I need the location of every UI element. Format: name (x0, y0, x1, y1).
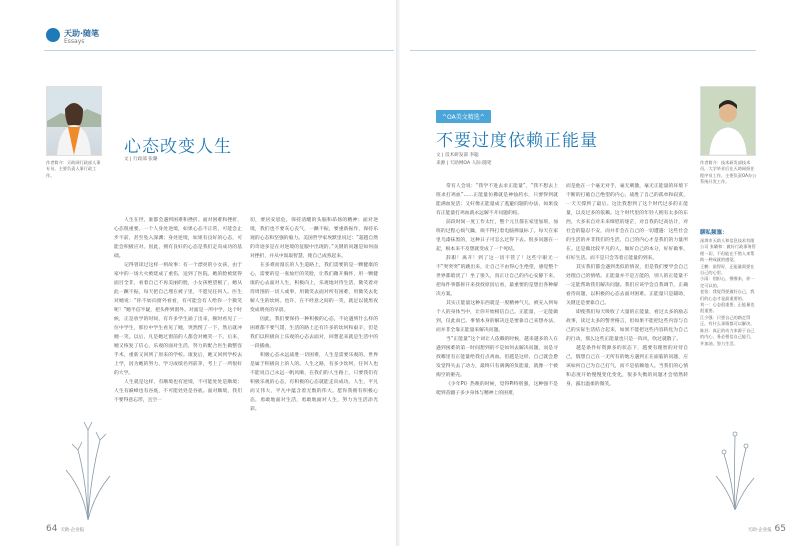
paragraph: 即使我们每天吸收了大量的正能量，看过太多的励志故事，读过太多的警世格言，但如果不能把这些内容与自己的实际生活结合起来，如果不能把这些内容转化为自己的行动，那么这些正能量也只是一阵风，吹过就散了。 (566, 310, 688, 342)
decorative-plant-icon (710, 420, 760, 510)
paragraph: 积极心态永远战胜一切困难，人生是需要乐观的。世界是属于积极向上的人的。人生之路，有多少坎坷，任何人也不能说自己永远一帆风顺，在我们的人生路上，只要我们有积极乐观的心态，有积极的心态就能走向成功。人生，平凡而又伟大，平凡中蕴含着无数的伟大。愿你我拥有积极心态，勇敢地面对生活，勇敢地面对人生，努力为生活添光彩。 (250, 353, 378, 412)
paragraph: 前段时间一度工作太忙，整个元旦都在家里加班，加班的过程心烦气躁，烦不得打着电脑摔鼠标了。每天在家里乌漆抹黑的，这种日子可怎么过得下去。很多问题在一起，根本来不及想就变成了一个死结。 (436, 220, 558, 252)
page-number: 64 (46, 524, 58, 534)
paragraph: 在多难而漫长的人生道路上，我们需要的是一颗健康的心，需要的是一张灿烂的笑脸，让我们敞开胸怀，用一颗健康的心去面对人生，积极向上，乐观地对待生活，微笑着对待周围的一切人或事，用微笑去面对所有困难，用微笑去化解人生的坎坷。也许，在不经意之间的一笑，就足以使黑夜变成明亮的早晨。 (250, 263, 378, 313)
comment: 深圳市天助人和信息技术有限公司 张璐和：做好行政事务管理一切，不但能在不惜人来帮助一种成就的感觉。 (700, 238, 756, 263)
header-divider (44, 50, 394, 51)
comment: 王鹏：说得好，正能量需要在自己的心里。 (700, 263, 755, 276)
left-article-title: 心态改变人生 (124, 137, 232, 157)
paragraph: 人生在世，谁都会遇到困难和挫折。面对困难和挫折，心态很重要。一个人身处逆境，如果心态不正常，可能会止步不前，甚至坠入深渊；身处逆境，如果有良好的心态，可能会积极应对。因此，拥有良好的心态是我们走向成功的基础。 (114, 218, 242, 259)
right-page (400, 0, 800, 546)
author-caption-right: 作者简介：技术研发部技术员，大学毕业后在天助网担任程序员工作，主要负责OA办公系统开发工作。 (700, 160, 757, 185)
right-article-col2 (566, 182, 688, 512)
comment: 刘一：心态很重要，正能量也很重要。 (700, 302, 755, 314)
sidebar-comments (700, 238, 758, 418)
magazine-name: 天助·企业报 (747, 528, 772, 533)
right-article-title: 不要过度依赖正能量 (436, 131, 598, 151)
author-photo-right (700, 86, 756, 156)
left-article-col1 (114, 216, 242, 506)
author-photo-left (46, 86, 102, 156)
section-title: 天助·随笔 (64, 29, 100, 38)
right-article-byline2: 来源 | 天助网OA 人际·随笔 (436, 161, 492, 166)
paragraph: 因此，我们要保持一种积极的心态，不论遇到什么样的困难都不要气馁，生活的路上还有许多的坎坷和艰辛，但是我们以积极向上乐观的心态去面对，回想起来就是生活中的一段插曲。 (250, 317, 378, 349)
paragraph: 常有人会说：“我学不进去求正能量”，“我不想去上班求打鸡血”……正能量仿佛就是神仙药水，只要得到就能满血复活；又好像正能量成了逃避问题的办法，如果没有正能量打鸡血就永远解不开问题的结。 (436, 184, 558, 216)
oa-tag: ^OA美文精选^ (436, 110, 491, 123)
paragraph: 其实我们都会遇到类似的情况，但是我们要学会自己处理自己的情绪。正能量并不是万能的，别人的正能量不一定能帮助我们解决问题。我们应该学会自我调节，正确看待问题，以积极的心态去面对困难。正能量只是辅助，关键还是要靠自己。 (566, 265, 688, 306)
person-portrait-icon (701, 87, 755, 155)
paragraph: 其实正能量这种东西就是一股精神气儿，被充入到每个人的身体当中，让你开始相信自己。正能量，一定能做到，仅此而已。事情本身的解决还是要靠自己来想办法，而并非全靠正能量来解决问题。 (436, 301, 558, 333)
left-article-col2 (250, 216, 378, 506)
paragraph: 而是他在一个毫无对手，毫无刺激，毫无正能量的环境下不断的打破自己绝望的内心，战胜了自己的孤单和寂寞，一天天撑到了最后。这比我想到了这个时代过多的正能量，以及过多的依赖。这个时代里的年轻人拥有太多的东西，大多来自对未来缔慰的迷茫，对自我的过高估计，对社会的隐忍不安，而并非会在自己的一切遭遇：这些社会的生活的并非我们的生活，自己的内心才是我们的力量所在。还是做比较平凡的人，做好自己的本分，好好做事，好好生活。而不是只会等着正能量的到来。 (566, 184, 688, 261)
comment: 江少强：只要自己的路走得正，有什么事情都可以解决。 (700, 314, 755, 327)
right-article-col1 (436, 182, 558, 512)
author-caption-left: 作者简介：天助网行政部人事专员，主要负责人事行政工作。 (46, 160, 101, 178)
sidebar-title: 聊私频塞： (700, 230, 728, 236)
paragraph: 《少年Pi》热映的时候，觉得Pi特别强，这种强不是爬到苗疆子多少身体与精神上的困难， (436, 382, 558, 396)
left-page (0, 0, 398, 546)
left-page-number (46, 524, 84, 534)
comment: 老张：我觉得要做好自己，我们的心态才是最重要的。 (700, 289, 755, 301)
paragraph: 记得曾读过这样一则故事：有一个漂亮的小女孩，由于家中的一场大火被烧成了重伤，送到了医院。她的脸被烧得面目全非，看着自己不再美丽的脸，小女孩绝望极了，她从此一蹶不振。每天把自己埋在被子里，不愿见任何人。医生对她说：“你不妨向窗外看看，有可能会有人给你一个微笑呢！”她半信半疑，把头伸到窗外。对面是一所中学，这个时候，正是放学的时间，有许多学生涌了出来，顿时看见了一位中学生，那位中学生看见了她，突然愣了一下，然后就冲她一笑。以后，凡是她过窗前的人都会对她笑一下。后来，她又恢复了信心，乐观的面对生活，努力的配合医生做整容手术，重新又回到了原来的学校。康复后，她又回到学校去上学，因为她的努力，学习成绩名列前茅，考上了一所很好的大学。 (114, 263, 242, 376)
header-divider-right (410, 50, 756, 51)
paragraph: 人生就是这样，有顺境也有逆境，不可能处处是顺境；人生有巅峰也有谷底，不可能处处是谷底。面对顺境，我们不要得意忘形，且空一 (114, 380, 242, 403)
comment: 小雨：别担心，慢慢来，你一定可以的。 (700, 276, 755, 288)
paragraph: 当“正能量”这个词让人依赖的时候，越来越多的人在遇到困难的第一时间想到的不是如何去解决问题，而是寻找哪里有正能量给我打点鸡血。但越是这样，自己就会愈发觉得失去了动力，最终只有满满的负能量，就像一个被掏空的躯壳。 (436, 337, 558, 378)
paragraph: 切，要居安思危，保持清醒的头脑和昂扬的精神；面对逆境，我们也不要灰心丧气，一蹶不振，要重新振作，保持乐观的心态和坚强的毅力。美国哲学家埃默里说过：“超越自然的奇迹多是在对逆境的征服中出现的。”关键的问题是如何面对挫折，并从中汲取智慧，使自己成熟起来。 (250, 218, 378, 259)
decorative-plant-icon (58, 410, 118, 520)
person-portrait-icon (47, 87, 101, 155)
left-article-byline: 文 | 行政部 张璐 (124, 157, 158, 162)
comment: 陈苏：真正的动力来源于自己的内心，务必相信自己能行，并加油，努力生活。 (700, 327, 755, 346)
right-article-byline1: 文 | 技术研发部 李聪 (436, 153, 479, 158)
section-subtitle: Essays (64, 38, 85, 45)
section-logo-icon (46, 28, 60, 42)
paragraph: 越是条件好资源多的状态下，越要有理智的对待自己，假想自己在一无所有的地方遇到正在面临的问题，应该如何自己为自己打气，而不是依赖他人。当我们的心情和态度开始慢慢变化变化，很多失衡的问题才会悄然转身，露出温柔的微笑。 (566, 346, 688, 387)
magazine-name: 天助·企业报 (60, 528, 85, 533)
right-page-number (748, 524, 786, 534)
paragraph: 辞职！离开！到了这一切不管了！这些字眼无一不“突突突”的跳出来，让自己不由得心生绝望，感觉整个世界都暗淡了！坐了很久，真正让自己的内心安静下来，把每件事都拆开来找找原因后看，最重要的是想出各种解决方案。 (436, 256, 558, 297)
page-number: 65 (774, 524, 786, 534)
